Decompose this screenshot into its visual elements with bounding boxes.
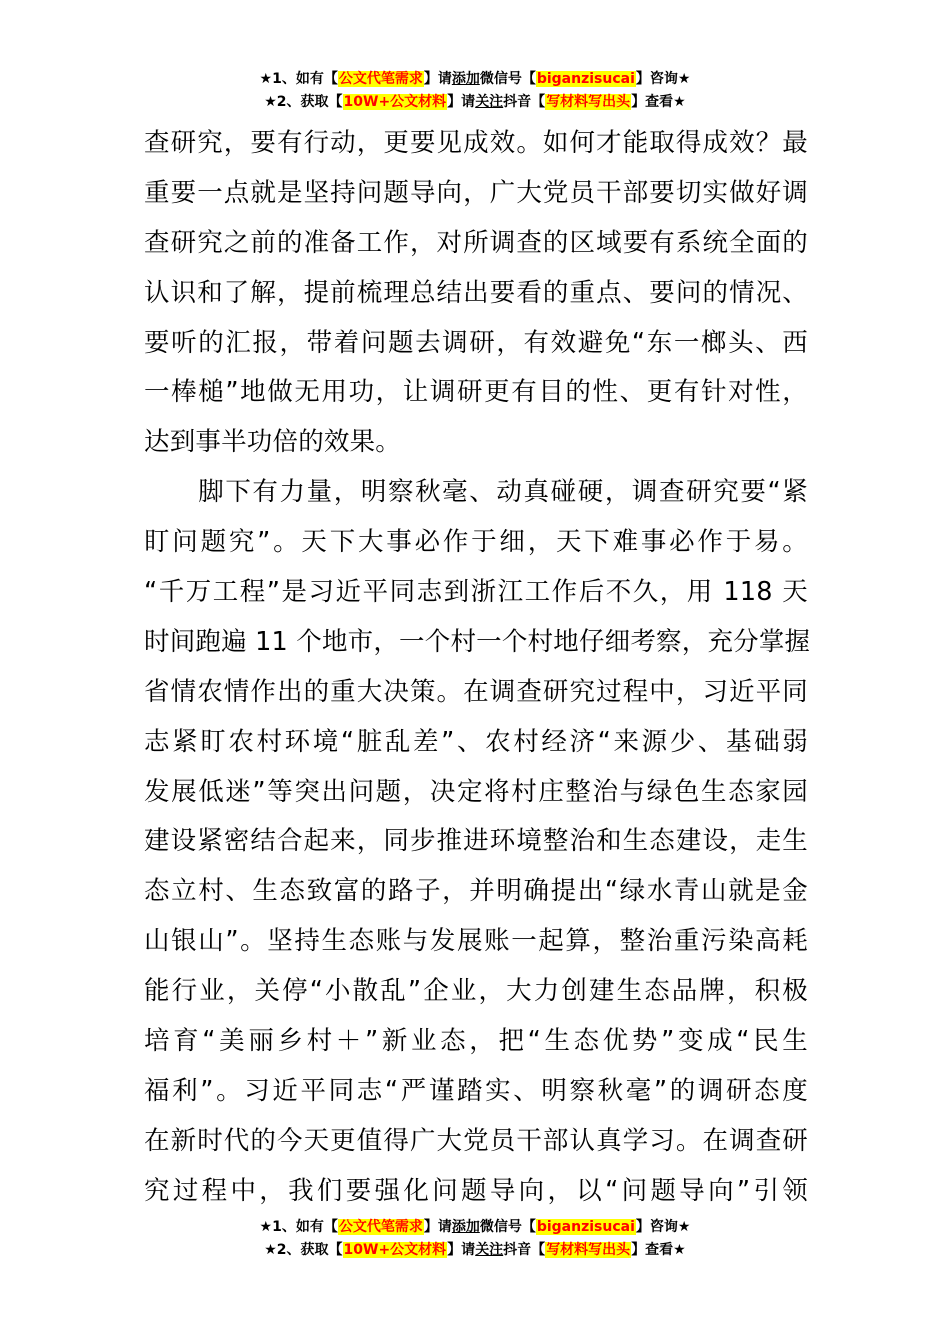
banner-highlight: 写材料写出头 [546,94,631,110]
banner-text: ★2、获取【 [264,1242,343,1258]
banner-underlined-text: 添加 [451,71,480,87]
banner-text: 】查看★ [631,1242,686,1258]
body-line: 要听的汇报，带着问题去调研，有效避免“东一榔头、西 [144,327,808,358]
footer-banner [0,1216,950,1262]
banner-text: 抖音【 [503,94,546,110]
body-line: 盯问题究”。天下大事必作于细，天下难事必作于易。 [144,527,808,558]
body-line: 山银山”。坚持生态账与发展账一起算，整治重污染高耗 [144,926,808,957]
banner-line-2 [0,1239,950,1262]
banner-text: 】咨询★ [635,71,691,87]
banner-underlined-text: 添加 [451,1219,480,1235]
banner-highlight: 10W+公文材料 [343,1242,447,1258]
banner-highlight: 公文代笔需求 [338,1219,423,1235]
banner-highlight: 10W+公文材料 [343,94,447,110]
body-line: 态立村、生态致富的路子，并明确提出“绿水青山就是金 [144,876,808,907]
banner-highlight: 公文代笔需求 [338,71,423,87]
body-line: 时间跑遍 11 个地市，一个村一个村地仔细考察，充分掌握 [144,626,811,657]
body-line: 建设紧密结合起来，同步推进环境整治和生态建设，走生 [144,826,808,857]
body-line: 认识和了解，提前梳理总结出要看的重点、要问的情况、 [144,277,808,308]
body-line: 究过程中，我们要强化问题导向，以“问题导向”引领 [144,1175,808,1206]
banner-highlight: biganzisucai [536,1219,635,1235]
header-banner [0,68,950,114]
banner-text: ★1、如有【 [259,71,338,87]
body-line: 省情农情作出的重大决策。在调查研究过程中，习近平同 [144,676,808,707]
body-line: 一棒槌”地做无用功，让调研更有目的性、更有针对性， [144,377,808,408]
banner-text: 微信号【 [479,71,536,87]
banner-text: 】请 [447,94,476,110]
body-line: 达到事半功倍的效果。 [144,427,402,458]
banner-text: 】请 [423,1219,452,1235]
banner-text: 】请 [447,1242,476,1258]
body-line: 能行业，关停“小散乱”企业，大力创建生态品牌，积极 [144,976,808,1007]
banner-text: ★2、获取【 [264,94,343,110]
banner-highlight: 写材料写出头 [546,1242,631,1258]
banner-highlight: biganzisucai [536,71,635,87]
banner-text: ★1、如有【 [259,1219,338,1235]
body-line: 重要一点就是坚持问题导向，广大党员干部要切实做好调 [144,177,808,208]
banner-line-1 [0,68,950,91]
body-line: 查研究之前的准备工作，对所调查的区域要有系统全面的 [144,227,808,258]
banner-text: 】查看★ [631,94,686,110]
banner-text: 微信号【 [479,1219,536,1235]
body-line: “千万工程”是习近平同志到浙江工作后不久，用 118 天 [144,577,808,608]
body-line: 培育“美丽乡村＋”新业态，把“生态优势”变成“民生 [144,1026,808,1057]
banner-text: 】咨询★ [635,1219,691,1235]
body-line: 发展低迷”等突出问题，决定将村庄整治与绿色生态家园 [144,776,808,807]
banner-text: 】请 [423,71,452,87]
document-body [144,119,811,1217]
body-line: 福利”。习近平同志“严谨踏实、明察秋毫”的调研态度 [144,1075,808,1106]
banner-line-1 [0,1216,950,1239]
banner-underlined-text: 关注 [475,1242,504,1258]
banner-underlined-text: 关注 [475,94,504,110]
body-line: 在新时代的今天更值得广大党员干部认真学习。在调查研 [144,1125,808,1156]
body-line: 脚下有力量，明察秋毫、动真碰硬，调查研究要“紧 [144,477,808,508]
banner-text: 抖音【 [503,1242,546,1258]
banner-line-2 [0,91,950,114]
body-line: 查研究，要有行动，更要见成效。如何才能取得成效？最 [144,128,808,158]
body-line: 志紧盯农村环境“脏乱差”、农村经济“来源少、基础弱 [144,726,808,757]
